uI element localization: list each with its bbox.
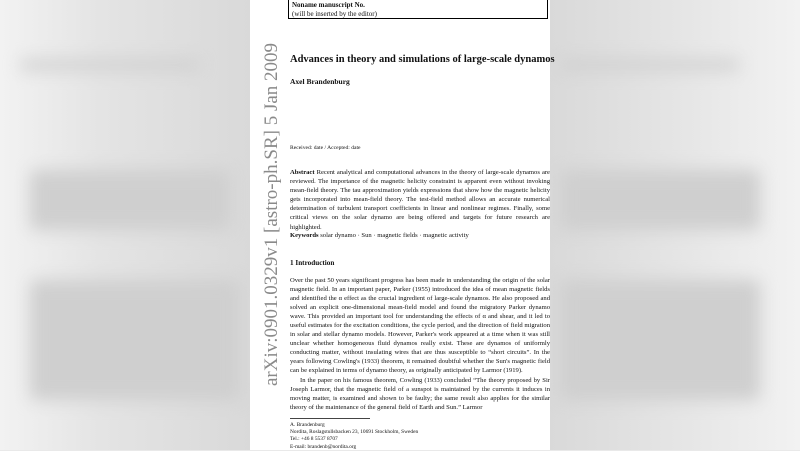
- received-date: Received: date / Accepted: date: [290, 145, 361, 151]
- paragraph: Over the past 50 years significant progress has been made in understanding the origin of the solar magnetic field. In an important paper, Parker (1955) introduced the idea of mean magnetic fields and identified the α effect as the crucial ingredient of large-scale dynamos. He also proposed and solved an explicit one-dimensional mean-field model and found the migratory Parker dynamo wave. This provided an important tool for understanding the effects of α and shear, and it led to useful estimates for the excitation conditions, the cycle period, and the direction of field migration in solar and stellar dynamo models. However, Parker's work appeared at a time when it was still unclear whether homogeneous fluid dynamos really exist. These are dynamos of uniformly conducting matter, without insulating wires that are thus susceptible to “short circuits”. In the years following Cowling's (1933) theorem, it remained doubtful whether the Sun's magnetic field can be explained in terms of dynamo theory, as originally anticipated by Larmor (1919).: [290, 277, 550, 375]
- keywords-label: Keywords: [290, 232, 319, 239]
- footer-address: Nordita, Roslagstullsbacken 23, 10691 Stockholm, Sweden: [290, 429, 419, 436]
- abstract-text: Recent analytical and computational advances in the theory of large-scale dynamos are reviewed. The importance of the magnetic helicity constraint is apparent even without invoking mean-field theory. The tau approximation yields expressions that show how the magnetic helicity gets incorporated into mean-field theory. The test-field method allows an accurate numerical determination of turbulent transport coefficients in linear and nonlinear regimes. Finally, some critical views on the solar dynamo are being offered and targets for future research are highlighted.: [290, 169, 550, 231]
- keywords: [290, 232, 550, 239]
- manuscript-box: [288, 0, 548, 19]
- abstract: [290, 168, 550, 232]
- author-name: Axel Brandenburg: [290, 77, 350, 86]
- arxiv-stamp: arXiv:0901.0329v1 [astro-ph.SR] 5 Jan 2009: [261, 42, 282, 386]
- right-blurred-background: [550, 0, 800, 450]
- footer-tel: Tel.: +46 8 5537 8707: [290, 436, 338, 443]
- footer-name: A. Brandenburg: [290, 422, 325, 428]
- manuscript-editor-note: (will be inserted by the editor): [292, 9, 377, 18]
- footer-email: E-mail: brandenb@nordita.org: [290, 443, 357, 450]
- footnote-rule: [290, 418, 370, 419]
- abstract-label: Abstract: [290, 169, 315, 176]
- author-footer: [290, 422, 418, 451]
- paper-title: Advances in theory and simulations of large-scale dynamos: [290, 54, 555, 65]
- manuscript-number-label: Noname manuscript No.: [292, 1, 365, 9]
- body-text: [290, 276, 550, 412]
- paragraph: In the paper on his famous theorem, Cowling (1933) concluded “The theory proposed by Sir Joseph Larmor, that the magnetic field of a sunspot is maintained by the currents it induces in moving matter, is examined and shown to be faulty; the same result also applies for the similar theory of the maintenance of the general field of Earth and Sun.” Larmor: [290, 376, 550, 411]
- left-blurred-background: [0, 0, 250, 450]
- section-heading: 1 Introduction: [290, 259, 335, 267]
- keywords-text: solar dynamo · Sun · magnetic fields · magnetic activity: [320, 232, 469, 239]
